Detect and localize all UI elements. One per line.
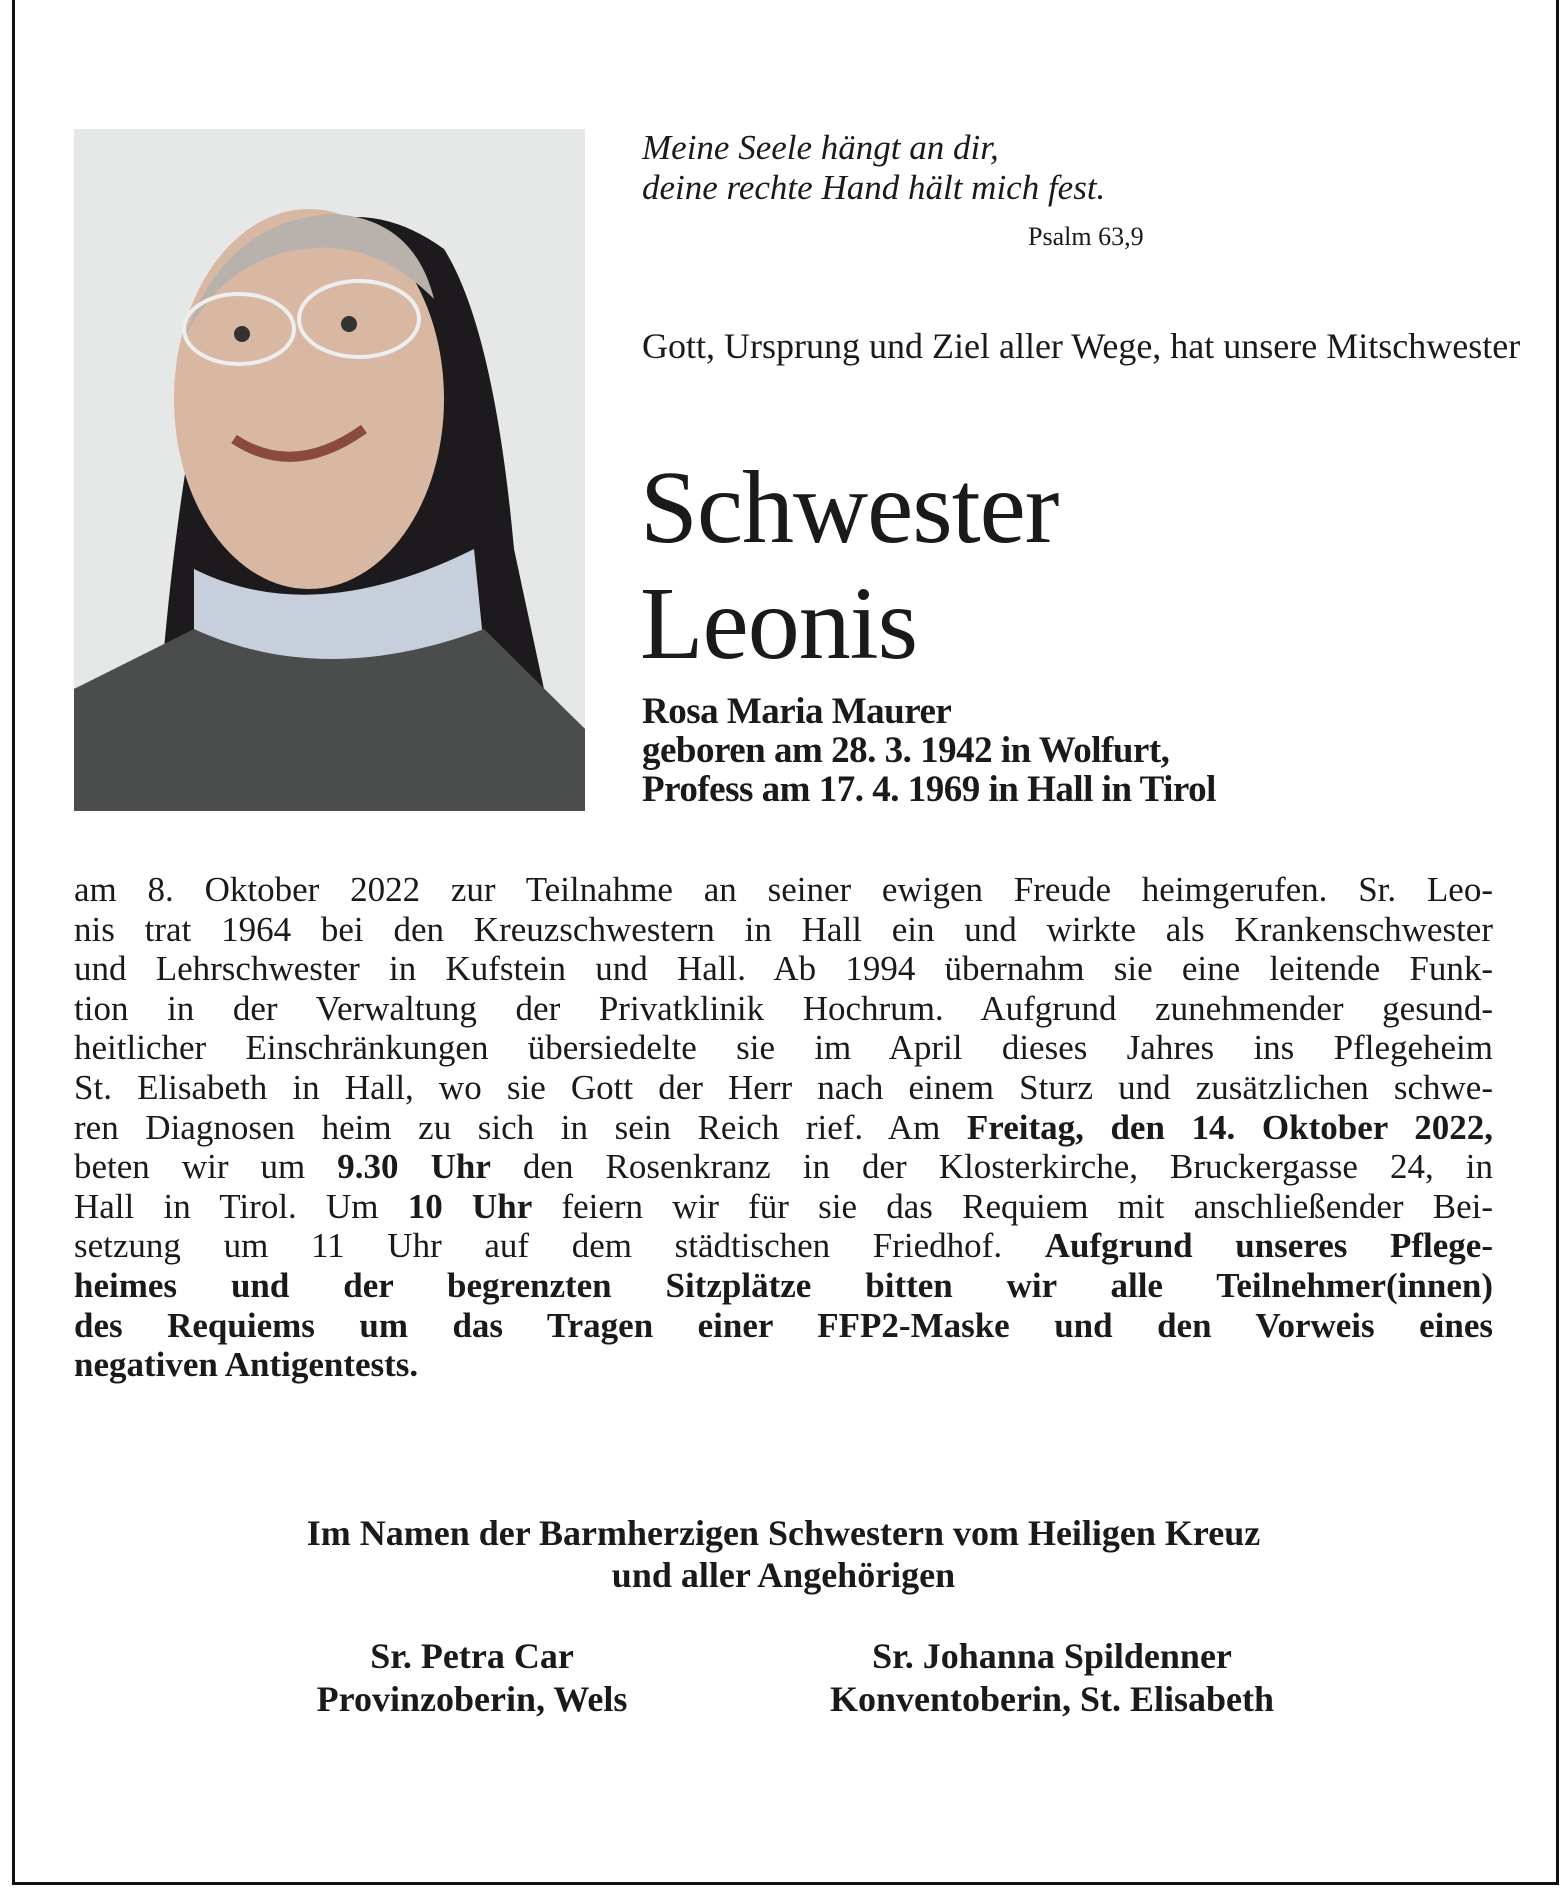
body-line (74, 870, 1493, 910)
profession-info: Profess am 17. 4. 1969 in Hall in Tirol (642, 769, 1216, 810)
body-text: St. Elisabeth in Hall, wo sie Gott der Herr nach einem Sturz und zusätzlichen schwe- (74, 1067, 1493, 1107)
signatory-right (752, 1635, 1352, 1721)
body-line (74, 1226, 1493, 1266)
body-text: den Rosenkranz in der Klosterkirche, Bruckergasse 24, in (490, 1147, 1493, 1187)
signatory-left (172, 1635, 772, 1721)
body-emphasis: Aufgrund unseres Pflege- (1044, 1226, 1493, 1266)
body-emphasis: des Requiems um das Tragen einer FFP2-Maske und den Vorweis eines (74, 1305, 1493, 1345)
body-text: nis trat 1964 bei den Kreuzschwestern in Hall ein und wirkte als Krankenschwester (74, 909, 1493, 949)
deceased-name-line2: Leonis (640, 566, 918, 681)
quote-source: Psalm 63,9 (1028, 222, 1144, 251)
civil-name: Rosa Maria Maurer (642, 691, 952, 732)
body-line (74, 1306, 1493, 1346)
body-emphasis: negativen Antigentests. (74, 1345, 419, 1385)
deceased-name-line1: Schwester (640, 450, 1059, 565)
body-emphasis: 9.30 Uhr (337, 1147, 491, 1187)
body-emphasis: heimes und der begrenzten Sitzplätze bitten wir alle Teilnehmer(innen) (74, 1265, 1493, 1305)
body-text: heitlicher Einschränkungen übersiedelte sie im April dieses Jahres ins Pflegeheim (74, 1028, 1493, 1068)
quote-line: Meine Seele hängt an dir, (642, 128, 999, 167)
body-emphasis: 10 Uhr (407, 1186, 533, 1226)
intro-text: Gott, Ursprung und Ziel aller Wege, hat unsere Mitschwester (642, 326, 1521, 366)
body-text: setzung um 11 Uhr auf dem städtischen Friedhof. (74, 1226, 1045, 1266)
body-line (74, 1345, 1493, 1385)
portrait-photo (74, 129, 585, 811)
body-text: und Lehrschwester in Kufstein und Hall. Ab 1994 übernahm sie eine leitende Funk- (74, 949, 1493, 989)
footer-line1: Im Namen der Barmherzigen Schwestern vom Heiligen Kreuz (306, 1513, 1261, 1553)
body-line (74, 989, 1493, 1029)
body-line (74, 1068, 1493, 1108)
body-line (74, 1108, 1493, 1148)
body-line (74, 949, 1493, 989)
body-line (74, 910, 1493, 950)
body-line (74, 1147, 1493, 1187)
signatory-role: Konventoberin, St. Elisabeth (829, 1679, 1275, 1719)
quote-line: deine rechte Hand hält mich fest. (642, 168, 1106, 207)
signatory-role: Provinzoberin, Wels (316, 1679, 628, 1719)
body-text: tion in der Verwaltung der Privatklinik Hochrum. Aufgrund zunehmender gesund- (74, 988, 1493, 1028)
obituary-body (74, 870, 1493, 1385)
body-line (74, 1028, 1493, 1068)
body-line (74, 1266, 1493, 1306)
bio-block (642, 692, 1216, 809)
signatory-name: Sr. Johanna Spildenner (872, 1636, 1232, 1676)
body-text: ren Diagnosen heim zu sich in sein Reich rief. Am (74, 1107, 967, 1147)
body-line (74, 1187, 1493, 1227)
body-emphasis: Freitag, den 14. Oktober 2022, (966, 1107, 1493, 1147)
body-text: feiern wir für sie das Requiem mit anschließender Bei- (532, 1186, 1493, 1226)
footer-line2: und aller Angehörigen (611, 1555, 956, 1595)
body-text: beten wir um (74, 1147, 338, 1187)
body-text: Hall in Tirol. Um (74, 1186, 408, 1226)
birth-info: geboren am 28. 3. 1942 in Wolfurt, (642, 730, 1170, 771)
signatory-name: Sr. Petra Car (370, 1636, 574, 1676)
body-text: am 8. Oktober 2022 zur Teilnahme an seiner ewigen Freude heimgerufen. Sr. Leo- (74, 870, 1493, 909)
